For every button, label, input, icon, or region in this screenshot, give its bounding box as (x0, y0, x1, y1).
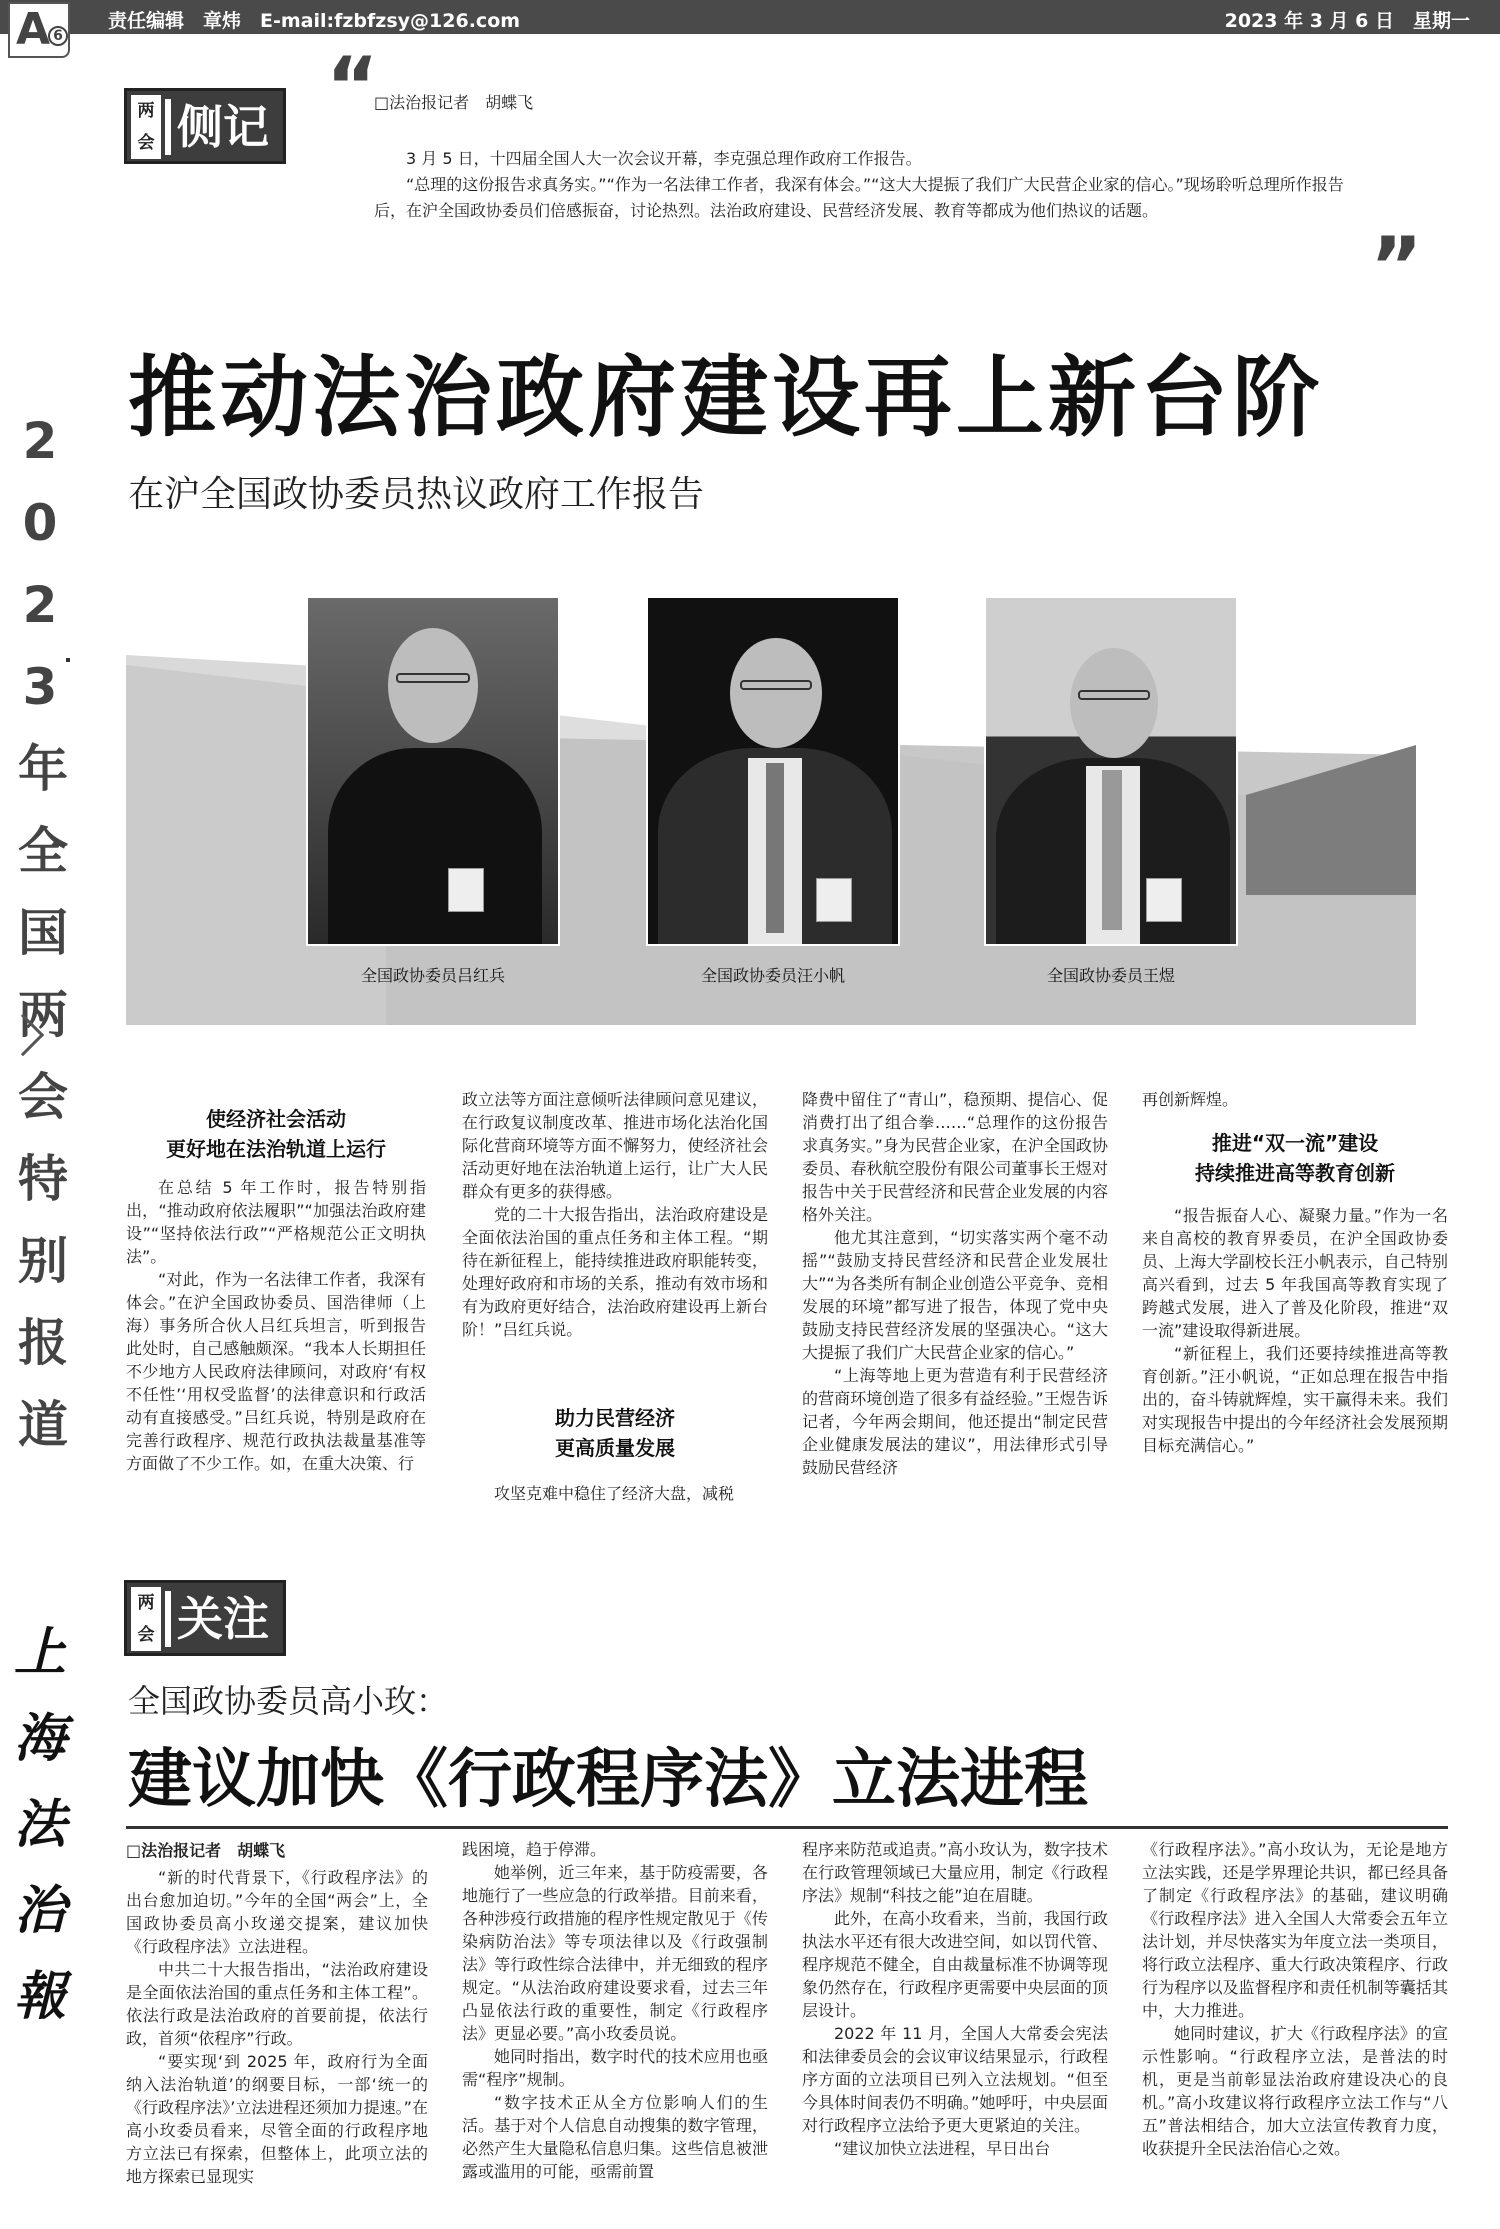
paragraph: 攻坚克难中稳住了经济大盘，减税 (494, 1484, 735, 1503)
caption-3: 全国政协委员王煜 (1046, 966, 1175, 985)
page-number-badge (8, 2, 70, 58)
paragraph: 2022 年 11 月，全国人大常委会宪法和法律委员会的会议审议结果显示，行政程序方面的立法项目已列入立法规划。“但至今具体时间表仍不明确。”她呼吁，中央层面对行政程序立法给予更大更紧迫的关注。 (802, 2024, 1108, 2135)
paragraph: “新的时代背景下，《行政程序法》的出台愈加迫切。”今年的全国“两会”上，全国政协委员高小玫递交提案，建议加快《行政程序法》立法进程。 (126, 1868, 428, 1956)
logo-char: 治 (14, 1880, 67, 1941)
col4-subhead: 推进“双一流”建设 持续推进高等教育创新 (1195, 1131, 1395, 1185)
paragraph: 她举例，近三年来，基于防疫需要，各地施行了一些应急的行政举措。目前来看，各种涉疫行政措施的程序性规定散见于《传染病防治法》等专项法律以及《行政强制法》等行政性综合法律中，并无细致的程序规定。“从法治政府建设要求看，过去三年凸显依法行政的重要性，制定《行政程序法》更显必要。”高小玫委员说。 (462, 1863, 768, 2043)
logo-char: 法 (14, 1794, 67, 1855)
section2-col3 (802, 1838, 1108, 2160)
photo-lv-hongbing (306, 596, 560, 946)
paragraph: 程序来防范或追责。”高小玫认为，数字技术在行政管理领域已大量应用，制定《行政程序法》规制“科技之能”迫在眉睫。 (802, 1840, 1108, 1905)
tag-big-text: 关注 (177, 1592, 269, 1646)
paragraph: 她同时建议，扩大《行政程序法》的宣示性影响。“行政程序立法，是普法的时机，更是当前彰显法治政府建设决心的良机。”高小玫建议将行政程序立法工作与“八五”普法相结合，加大立法宣传教育力度，收获提升全民法治信心之效。 (1142, 2024, 1448, 2158)
logo-char: 上 (14, 1622, 67, 1683)
paragraph: “要实现‘到 2025 年，政府行为全面纳入法治轨道’的纲要目标，一部‘统一的《行政程序法》’立法进程还须加力提速。”在高小玫委员看来，尽管全面的行政程序地方立法已有探索，但整体上，此项立法的地方探索已显现实 (126, 2052, 428, 2186)
section-divider (126, 1826, 1448, 1829)
paragraph: “报告振奋人心、凝聚力量。”作为一名来自高校的教育界委员，在沪全国政协委员、上海大学副校长汪小帆表示，自己特别高兴看到，过去 5 年我国高等教育实现了跨越式发展，进入了普及化阶段，推进“双一流”建设取得新进展。 (1142, 1206, 1448, 1340)
side-title-char: 3 (22, 658, 58, 716)
paragraph: 他尤其注意到，“切实落实两个毫不动摇”“鼓励支持民营经济和民营企业发展壮大”“为各类所有制企业创造公平竞争、竞相发展的环境”都写进了报告，体现了党中央鼓励支持民营经济发展的坚强决心。“这大大提振了我们广大民营企业家的信心。” (802, 1228, 1108, 1362)
section1-col4 (1142, 1204, 1448, 1457)
logo-char: 報 (14, 1966, 67, 2027)
tag-divider (165, 1591, 171, 1647)
section2-col4 (1142, 1838, 1448, 2160)
tag-small-text: 两 会 (131, 95, 161, 159)
article2-byline: □法治报记者 胡蝶飞 (126, 1841, 286, 1860)
paragraph: 中共二十大报告指出，“法治政府建设是全面依法治国的重点任务和主体工程”。依法行政是法治政府的首要前提，依法行政，首须“依程序”行政。 (126, 1960, 428, 2048)
tag-big-text: 侧记 (177, 100, 269, 154)
page-letter: A (16, 4, 51, 55)
paragraph: “建议加快立法进程，早日出台 (834, 2139, 1051, 2158)
side-dot (66, 658, 70, 662)
col1-subhead: 使经济社会活动 更好地在法治轨道上运行 (166, 1107, 386, 1161)
tag-small-text: 两 会 (131, 1587, 161, 1651)
issue-date: 2023 年 3 月 6 日 星期一 (1224, 10, 1470, 32)
section-tag-focus (124, 1580, 286, 1656)
side-title-char: 道 (18, 1396, 68, 1454)
section-tag-sideline (124, 88, 286, 164)
side-banner (0, 60, 80, 2220)
side-title-char: 年 (18, 740, 68, 798)
section1-col3 (802, 1088, 1108, 1479)
section2-col2 (462, 1838, 768, 2183)
byline: □法治报记者 胡蝶飞 (374, 93, 534, 112)
paragraph: 党的二十大报告指出，法治政府建设是全面依法治国的重点任务和主体工程。“期待在新征程上，能持续推进政府职能转变，处理好政府和市场的关系，推动有效市场和有为政府更好结合，法治政府建设再上新台阶！”吕红兵说。 (462, 1205, 768, 1339)
editor-info: 责任编辑 章炜 E-mail:fzbfzsy@126.com (108, 10, 521, 32)
photo-wang-yu (984, 596, 1238, 946)
logo-char: 海 (14, 1708, 67, 1769)
photo-wang-xiaofan (646, 596, 900, 946)
paragraph: 此外，在高小玫看来，当前，我国行政执法水平还有很大改进空间，如以罚代管、程序规范不健全，自由裁量标准不协调等现象仍然存在，行政程序更需要中央层面的顶层设计。 (802, 1909, 1108, 2020)
section1-col4-head: 再创新辉煌。 (1142, 1090, 1239, 1109)
caption-2: 全国政协委员汪小帆 (700, 966, 845, 985)
close-quote-icon: ” (1370, 220, 1423, 313)
page-header (0, 0, 1500, 55)
lead-paragraph (374, 146, 1364, 224)
side-title-char: 全 (18, 822, 68, 880)
article2-pre-title: 全国政协委员高小玫： (128, 1682, 449, 1720)
article2-title: 建议加快《行政程序法》立法进程 (128, 1743, 1088, 1817)
tag-divider (165, 99, 171, 155)
paragraph: 政立法等方面注意倾听法律顾问意见建议，在行政复议制度改革、推进市场化法治化国际化营商环境等方面不懈努力，使经济社会活动更好地在法治轨道上运行，让广大人民群众有更多的获得感。 (462, 1090, 768, 1201)
paragraph: 《行政程序法》。”高小玫认为，无论是地方立法实践，还是学界理论共识，都已经具备了制定《行政程序法》的基础，建议明确《行政程序法》进入全国人大常委会五年立法计划，并尽快落实为年度立法一类项目，将行政立法程序、重大行政决策程序、行政行为程序以及监督程序和责任机制等囊括其中，大力推进。 (1142, 1840, 1448, 2020)
paragraph: “对此，作为一名法律工作者，我深有体会。”在沪全国政协委员、国浩律师（上海）事务所合伙人吕红兵坦言，听到报告此处时，自己感触颇深。“我本人长期担任不少地方人民政府法律顾问，对政府‘有权不任性’‘用权受监督’的法律意识和行政活动有直接感受。”吕红兵说，特别是政府在完善行政程序、规范行政执法裁量基准等方面做了不少工作。如，在重大决策、行 (126, 1270, 426, 1473)
caption-1: 全国政协委员吕红兵 (360, 966, 505, 985)
side-title-char: 别 (18, 1232, 68, 1290)
lead-p2: “总理的这份报告求真务实。”“作为一名法律工作者，我深有体会。”“这大大提振了我们广大民营企业家的信心。”现场聆听总理所作报告后，在沪全国政协委员们倍感振奋，讨论热烈。法治政府建设、民营经济发展、教育等都成为他们热议的话题。 (374, 175, 1344, 220)
section1-col2-tail (462, 1482, 768, 1505)
section1-col1 (126, 1176, 426, 1475)
paragraph: 降费中留住了“青山”，稳预期、提信心、促消费打出了组合拳……“总理作的这份报告求真务实。”身为民营企业家，在沪全国政协委员、春秋航空股份有限公司董事长王煜对报告中关于民营经济和民营企业发展的内容格外关注。 (802, 1090, 1108, 1224)
paragraph: “上海等地上更为营造有利于民营经济的营商环境创造了很多有益经验。”王煜告诉记者，今年两会期间，他还提出“制定民营企业健康发展法的建议”，用法律形式引导鼓励民营经济 (802, 1366, 1108, 1477)
open-quote-icon: “ (326, 40, 379, 133)
col2-subhead: 助力民营经济 更高质量发展 (555, 1406, 675, 1460)
paragraph: “数字技术正从全方位影响人们的生活。基于对个人信息自动搜集的数字管理，必然产生大量隐私信息归集。这些信息被泄露或滥用的可能，亟需前置 (462, 2093, 768, 2181)
paragraph: 她同时指出，数字时代的技术应用也亟需“程序”规制。 (462, 2047, 768, 2089)
paragraph: 践困境，趋于停滞。 (462, 1840, 607, 1859)
side-title-char: 会 (18, 1068, 68, 1126)
section1-col2 (462, 1088, 768, 1341)
section2-col1 (126, 1866, 428, 2188)
side-title-char: 特 (18, 1150, 68, 1208)
side-title-char: 2 (22, 412, 58, 470)
lead-p1: 3 月 5 日，十四届全国人大一次会议开幕，李克强总理作政府工作报告。 (406, 149, 922, 168)
headline: 推动法治政府建设再上新台阶 (128, 346, 1325, 449)
side-title-char: 两 (18, 986, 68, 1044)
side-title-char: 报 (18, 1314, 68, 1372)
paragraph: 在总结 5 年工作时，报告特别指出，“推动政府依法履职”“加强法治政府建设”“坚持依法行政”“严格规范公正文明执法”。 (126, 1178, 426, 1266)
paragraph: “新征程上，我们还要持续推进高等教育创新。”汪小帆说，“正如总理在报告中指出的，奋斗铸就辉煌，实干赢得未来。我们对实现报告中提出的今年经济社会发展预期目标充满信心。” (1142, 1344, 1448, 1455)
subheadline: 在沪全国政协委员热议政府工作报告 (128, 474, 705, 515)
side-title-char: 0 (22, 494, 58, 552)
side-vertical-title (18, 400, 68, 1466)
page-number: 6 (48, 26, 68, 46)
newspaper-logo (14, 1610, 66, 2040)
side-title-char: 国 (18, 904, 68, 962)
side-title-char: 2 (22, 576, 58, 634)
